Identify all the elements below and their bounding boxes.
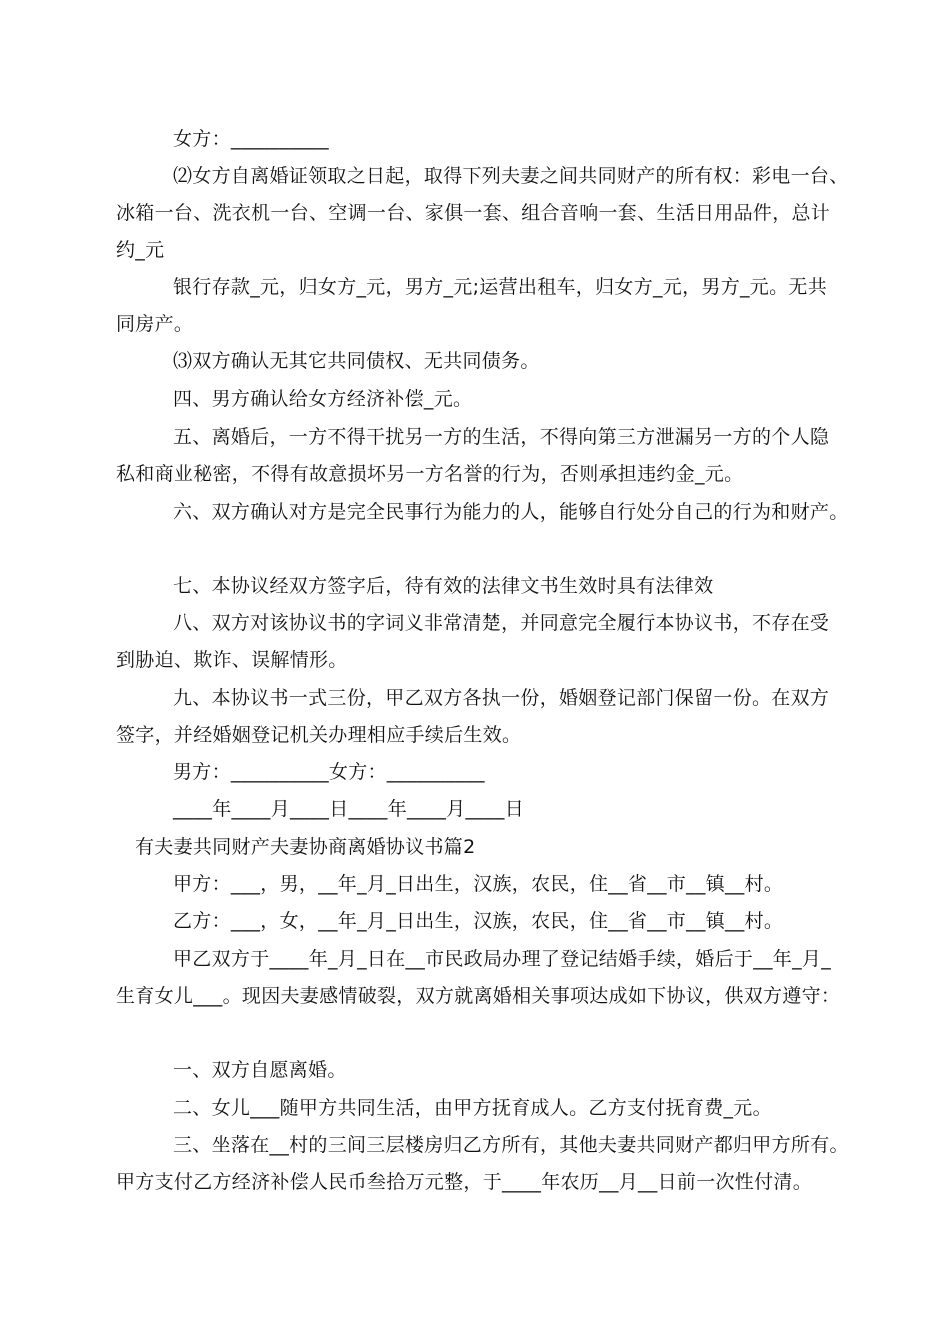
paragraph: 同房产。 — [116, 313, 194, 335]
paragraph: 签字，并经婚姻登记机关办理相应手续后生效。 — [116, 724, 522, 746]
paragraph: 到胁迫、欺诈、误解情形。 — [116, 649, 348, 671]
paragraph: 私和商业秘密，不得有故意损坏另一方名誉的行为，否则承担违约金_元。 — [116, 463, 744, 485]
paragraph: 八、双方对该协议书的字词义非常清楚，并同意完全履行本协议书，不存在受 — [173, 612, 830, 634]
date-line: ____年____月____日____年____月____日 — [173, 798, 524, 820]
paragraph: 甲乙双方于____年_月_日在__市民政局办理了登记结婚手续，婚后于__年_月_ — [173, 948, 832, 970]
paragraph: 七、本协议经双方签字后，待有效的法律文书生效时具有法律效 — [173, 575, 714, 597]
paragraph: ⑶双方确认无其它共同债权、无共同债务。 — [173, 350, 540, 372]
paragraph: 二、女儿___随甲方共同生活，由甲方抚育成人。乙方支付抚育费_元。 — [173, 1097, 772, 1119]
paragraph: 六、双方确认对方是完全民事行为能力的人，能够自行处分自己的行为和财产。 — [173, 501, 849, 523]
paragraph: 五、离婚后，一方不得干扰另一方的生活，不得向第三方泄漏另一方的个人隐 — [173, 426, 830, 448]
paragraph: 乙方：___，女，__年_月_日出生，汉族，农民，住__省__市__镇__村。 — [173, 910, 784, 932]
paragraph: 甲方：___，男，__年_月_日出生，汉族，农民，住__省__市__镇__村。 — [173, 873, 784, 895]
paragraph: ⑵女方自离婚证领取之日起，取得下列夫妻之间共同财产的所有权：彩电一台、 — [173, 165, 849, 187]
paragraph: 银行存款_元，归女方_元，男方_元;运营出租车，归女方_元，男方_元。无共 — [173, 276, 828, 298]
paragraph: 四、男方确认给女方经济补偿_元。 — [173, 388, 473, 410]
paragraph: 约_元 — [116, 239, 165, 261]
signature-line: 男方：__________女方：__________ — [173, 761, 485, 783]
paragraph: 九、本协议书一式三份，甲乙双方各执一份，婚姻登记部门保留一份。在双方 — [173, 687, 830, 709]
paragraph: 三、坐落在__村的三间三层楼房归乙方所有，其他夫妻共同财产都归甲方所有。 — [173, 1134, 849, 1156]
paragraph: 生育女儿___。现因夫妻感情破裂，双方就离婚相关事项达成如下协议，供双方遵守： — [116, 985, 841, 1007]
section-title: 有夫妻共同财产夫妻协商离婚协议书篇2 — [135, 836, 476, 858]
paragraph: 一、双方自愿离婚。 — [173, 1059, 347, 1081]
paragraph: 女方：__________ — [173, 128, 329, 150]
paragraph: 冰箱一台、洗衣机一台、空调一台、家俱一套、组合音响一套、生活日用品件，总计 — [116, 202, 831, 224]
paragraph: 甲方支付乙方经济补偿人民币叁拾万元整，于____年农历__月__日前一次性付清。 — [116, 1171, 813, 1193]
